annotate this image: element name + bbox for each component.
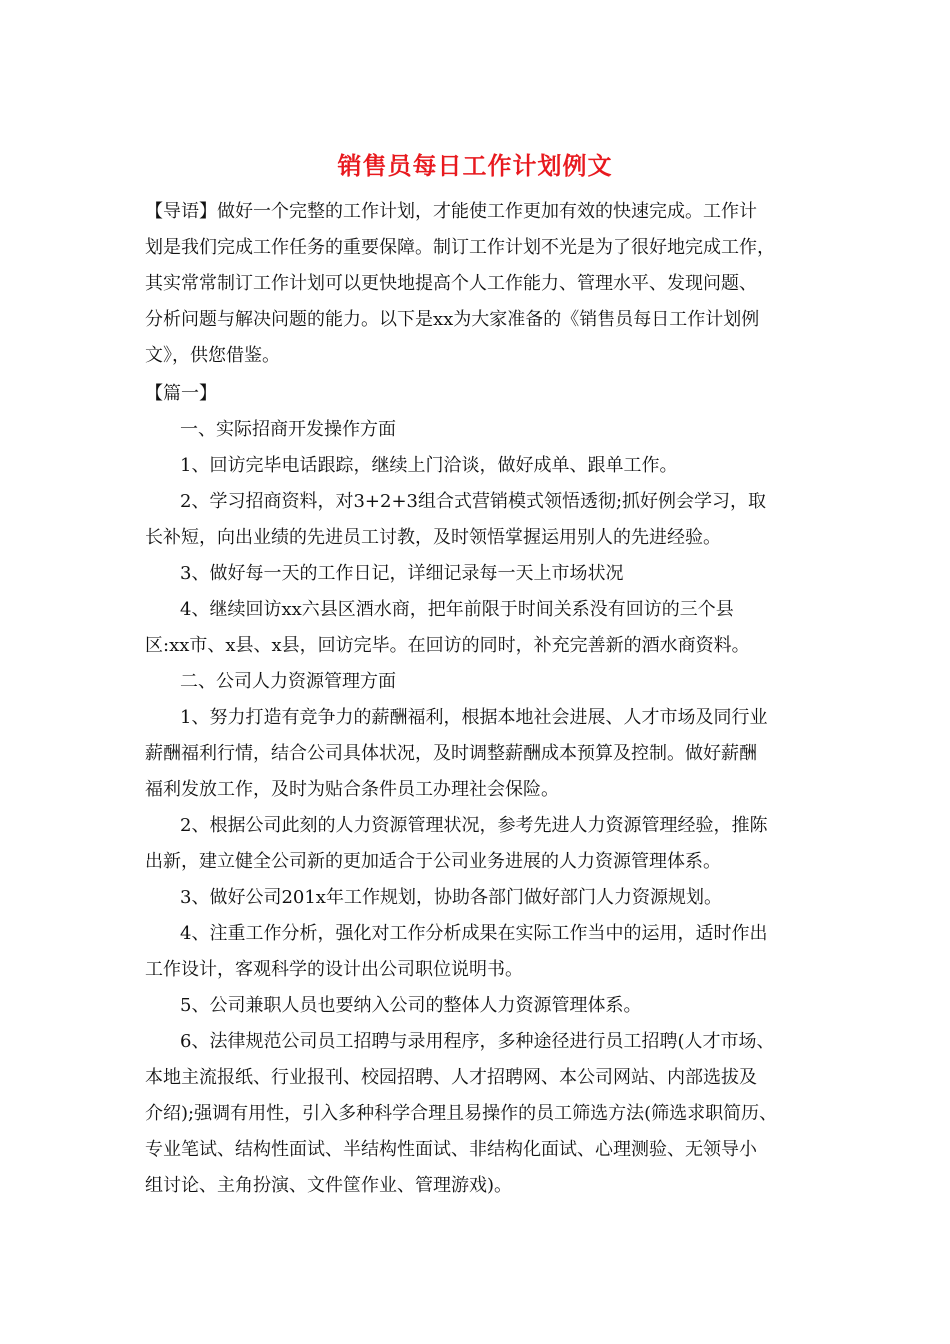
paragraph-line: 介绍);强调有用性，引入多种科学合理且易操作的员工筛选方法(筛选求职简历、 xyxy=(145,1103,778,1124)
paragraph-line: 1、回访完毕电话跟踪，继续上门洽谈，做好成单、跟单工作。 xyxy=(180,455,678,476)
paragraph-line: 薪酬福利行情，结合公司具体状况，及时调整薪酬成本预算及控制。做好薪酬 xyxy=(145,743,757,764)
paragraph-line: 分析问题与解决问题的能力。以下是xx为大家准备的《销售员每日工作计划例 xyxy=(145,309,760,330)
paragraph-line: 其实常常制订工作计划可以更快地提高个人工作能力、管理水平、发现问题、 xyxy=(145,273,757,294)
paragraph-line: 3、做好每一天的工作日记，详细记录每一天上市场状况 xyxy=(180,563,624,584)
paragraph-line: 6、法律规范公司员工招聘与录用程序，多种途径进行员工招聘(人才市场、 xyxy=(180,1031,775,1052)
paragraph-line: 5、公司兼职人员也要纳入公司的整体人力资源管理体系。 xyxy=(180,995,642,1016)
paragraph-line: 区:xx市、x县、x县，回访完毕。在回访的同时，补充完善新的酒水商资料。 xyxy=(145,635,750,656)
paragraph-line: 【导语】做好一个完整的工作计划，才能使工作更加有效的快速完成。工作计 xyxy=(145,201,757,222)
paragraph-line: 2、根据公司此刻的人力资源管理状况，参考先进人力资源管理经验，推陈 xyxy=(180,815,768,836)
document-title: 销售员每日工作计划例文 xyxy=(337,151,613,180)
paragraph-line: 长补短，向出业绩的先进员工讨教，及时领悟掌握运用别人的先进经验。 xyxy=(145,527,721,548)
paragraph-line: 2、学习招商资料，对3+2+3组合式营销模式领悟透彻;抓好例会学习，取 xyxy=(180,491,767,512)
paragraph-line: 福利发放工作，及时为贴合条件员工办理社会保险。 xyxy=(145,779,559,800)
paragraph-line: 出新，建立健全公司新的更加适合于公司业务进展的人力资源管理体系。 xyxy=(145,851,721,872)
subsection-heading: 二、公司人力资源管理方面 xyxy=(180,671,396,692)
paragraph-line: 4、注重工作分析，强化对工作分析成果在实际工作当中的运用，适时作出 xyxy=(180,923,768,944)
paragraph-line: 文》，供您借鉴。 xyxy=(145,345,280,366)
paragraph-line: 4、继续回访xx六县区酒水商，把年前限于时间关系没有回访的三个县 xyxy=(180,599,734,620)
paragraph-line: 专业笔试、结构性面试、半结构性面试、非结构化面试、心理测验、无领导小 xyxy=(145,1139,757,1160)
subsection-heading: 一、实际招商开发操作方面 xyxy=(180,419,396,440)
paragraph-line: 划是我们完成工作任务的重要保障。制订工作计划不光是为了很好地完成工作， xyxy=(145,237,775,258)
paragraph-line: 组讨论、主角扮演、文件筐作业、管理游戏)。 xyxy=(145,1175,513,1196)
paragraph-line: 1、努力打造有竞争力的薪酬福利，根据本地社会进展、人才市场及同行业 xyxy=(180,707,768,728)
section-heading: 【篇一】 xyxy=(145,383,217,404)
paragraph-line: 3、做好公司201x年工作规划，协助各部门做好部门人力资源规划。 xyxy=(180,887,722,908)
paragraph-line: 本地主流报纸、行业报刊、校园招聘、人才招聘网、本公司网站、内部选拔及 xyxy=(145,1067,757,1088)
paragraph-line: 工作设计，客观科学的设计出公司职位说明书。 xyxy=(145,959,523,980)
